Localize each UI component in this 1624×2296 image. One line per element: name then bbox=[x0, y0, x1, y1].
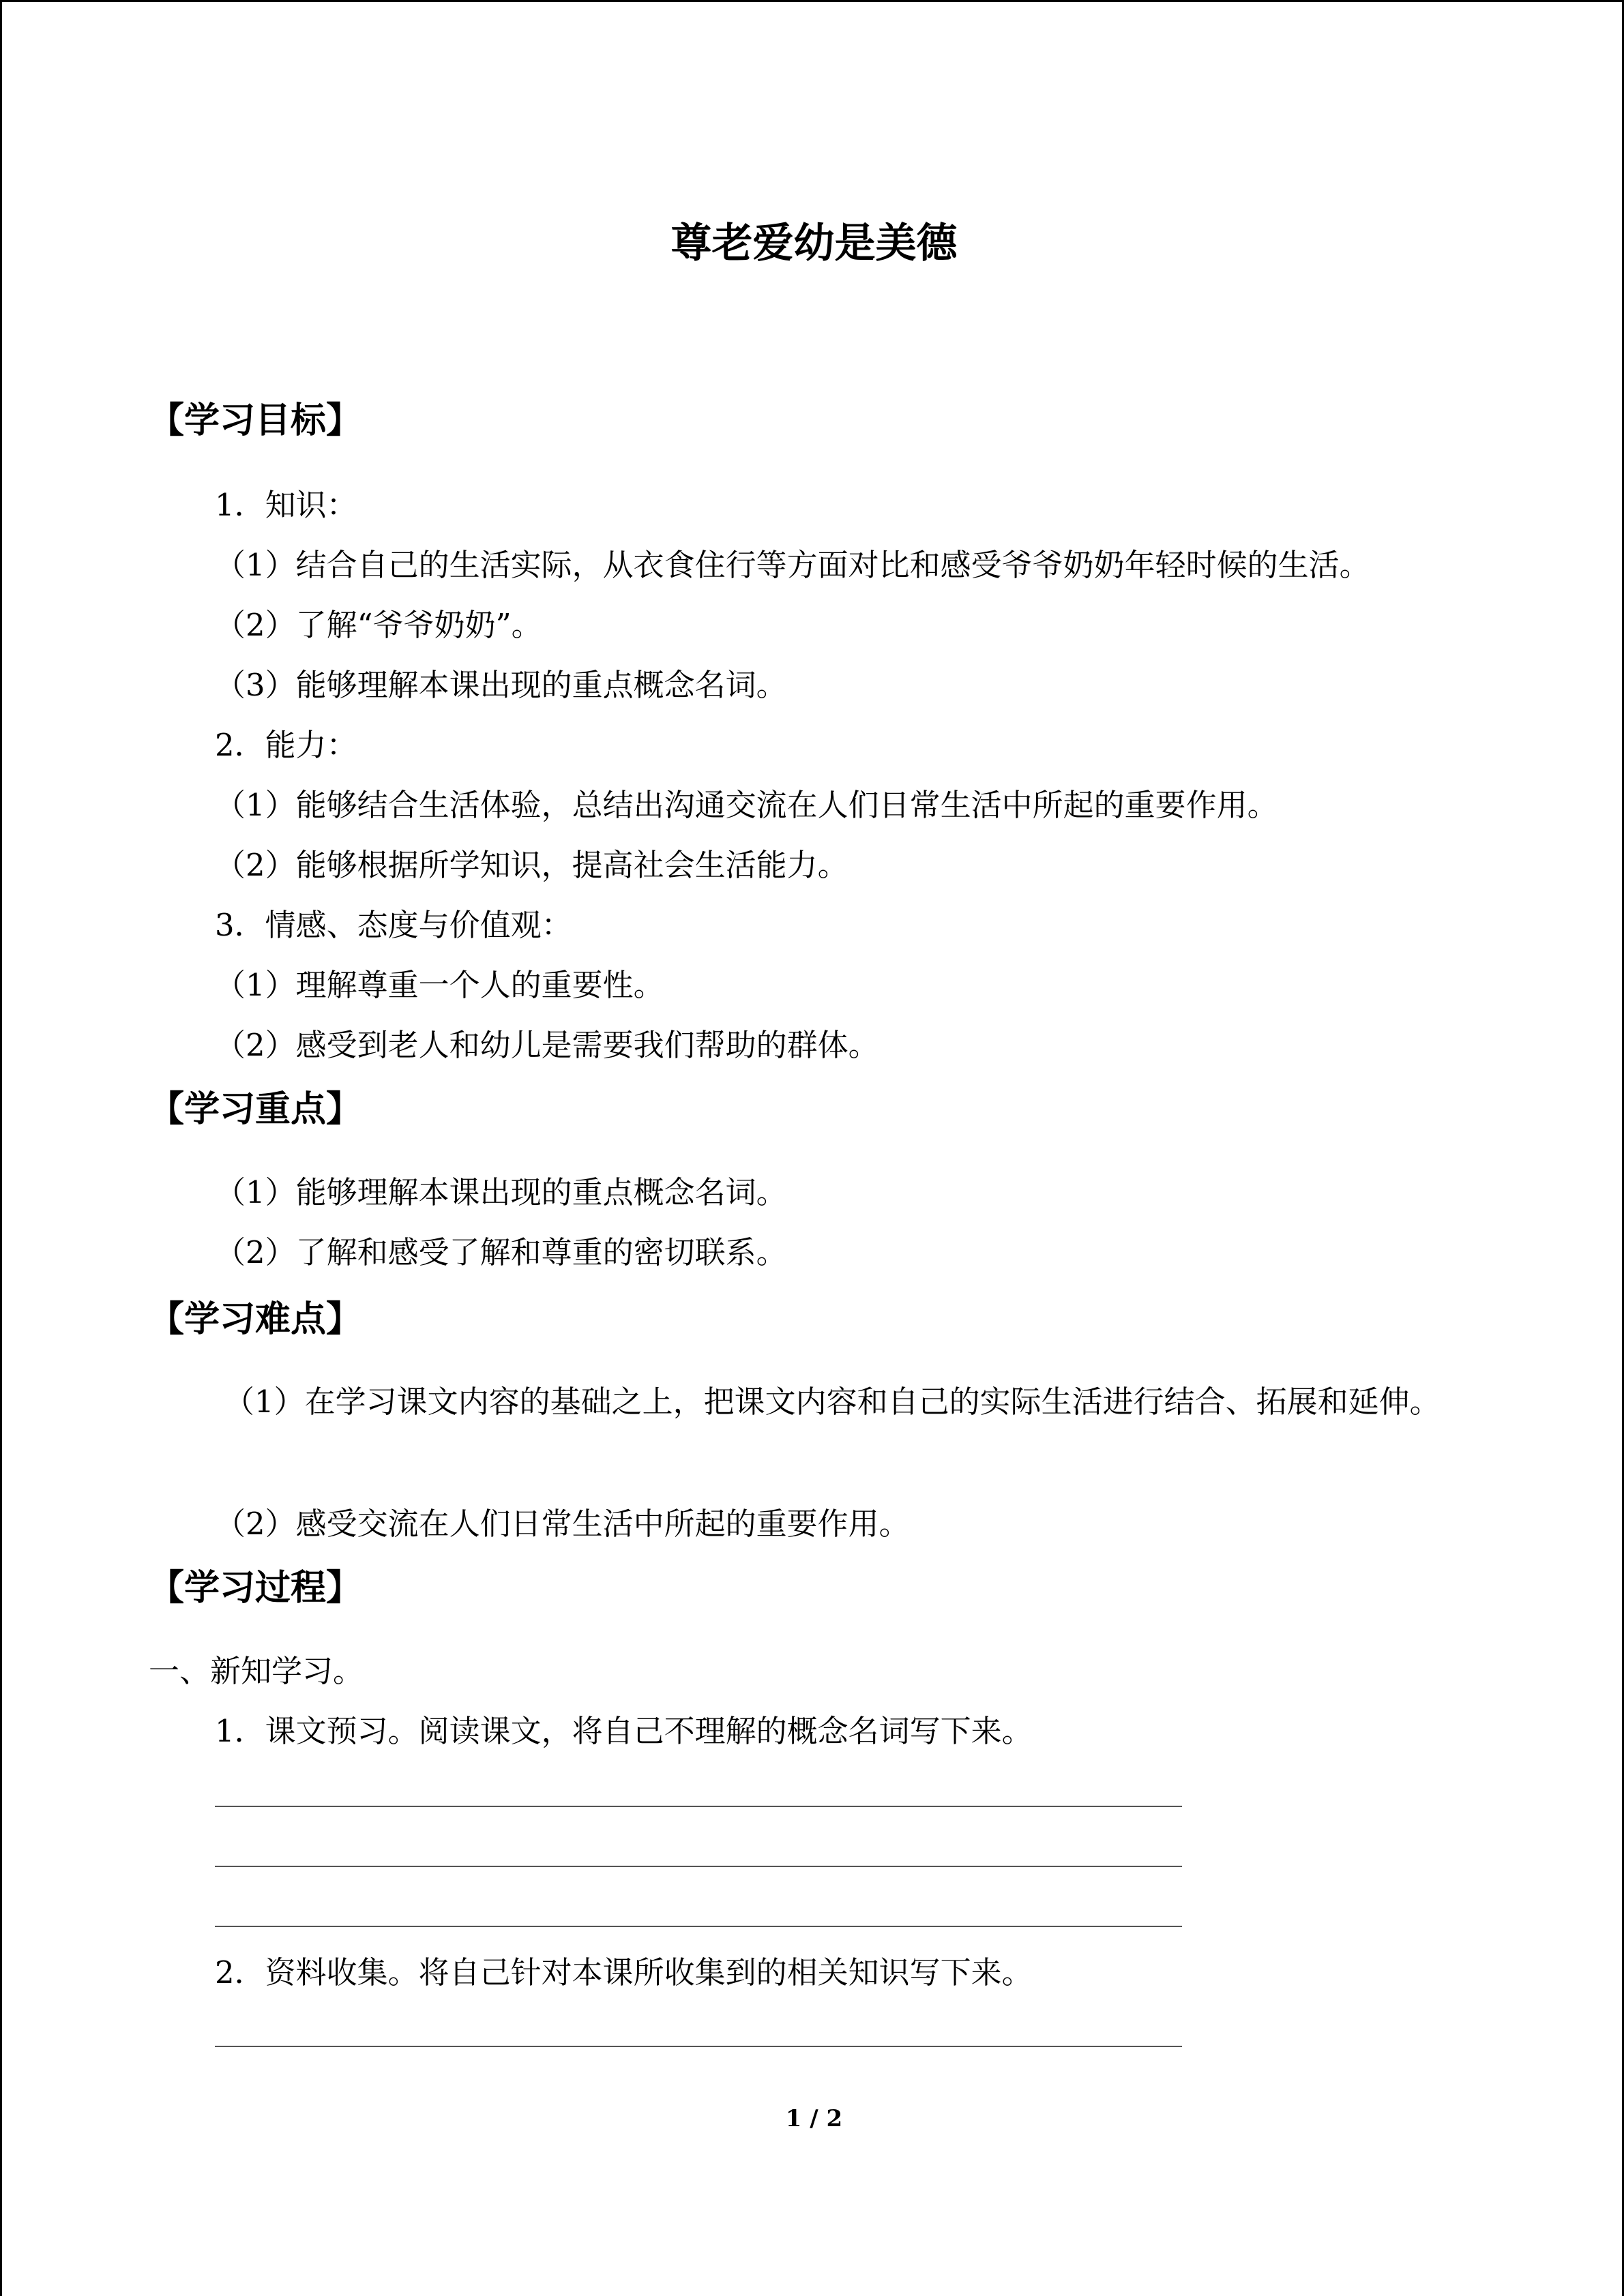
task-prompt: 2．资料收集。将自己针对本课所收集到的相关知识写下来。 bbox=[215, 1954, 1033, 1991]
knowledge-label: 1．知识： bbox=[215, 487, 357, 523]
section-title: 一、新知学习。 bbox=[149, 1653, 364, 1689]
difficulty-item: （1）在学习课文内容的基础之上，把课文内容和自己的实际生活进行结合、拓展和延伸。 bbox=[224, 1384, 1441, 1420]
page-title: 尊老爱幼是美德 bbox=[670, 220, 958, 267]
task-prompt: 1．课文预习。阅读课文，将自己不理解的概念名词写下来。 bbox=[215, 1713, 1033, 1749]
page-number: 1 / 2 bbox=[785, 2105, 843, 2132]
values-item: （1）理解尊重一个人的重要性。 bbox=[215, 967, 664, 1003]
answer-line[interactable] bbox=[215, 1866, 1182, 1867]
knowledge-item: （1）结合自己的生活实际，从衣食住行等方面对比和感受爷爷奶奶年轻时候的生活。 bbox=[215, 547, 1370, 583]
values-label: 3．情感、态度与价值观： bbox=[215, 907, 572, 943]
answer-line[interactable] bbox=[215, 1806, 1182, 1807]
ability-label: 2．能力： bbox=[215, 727, 357, 763]
difficulty-item: （2）感受交流在人们日常生活中所起的重要作用。 bbox=[215, 1506, 910, 1542]
key-point-item: （1）能够理解本课出现的重点概念名词。 bbox=[215, 1174, 787, 1210]
difficulties-heading: 【学习难点】 bbox=[149, 1299, 362, 1340]
ability-item: （2）能够根据所学知识，提高社会生活能力。 bbox=[215, 847, 848, 883]
knowledge-item: （2）了解“爷爷奶奶”。 bbox=[215, 607, 542, 643]
values-item: （2）感受到老人和幼儿是需要我们帮助的群体。 bbox=[215, 1027, 879, 1063]
process-heading: 【学习过程】 bbox=[149, 1568, 362, 1609]
answer-line[interactable] bbox=[215, 2046, 1182, 2047]
answer-line[interactable] bbox=[215, 1926, 1182, 1927]
key-point-item: （2）了解和感受了解和尊重的密切联系。 bbox=[215, 1234, 787, 1270]
ability-item: （1）能够结合生活体验，总结出沟通交流在人们日常生活中所起的重要作用。 bbox=[215, 787, 1278, 823]
knowledge-item: （3）能够理解本课出现的重点概念名词。 bbox=[215, 667, 787, 703]
objectives-heading: 【学习目标】 bbox=[149, 400, 362, 441]
key-points-heading: 【学习重点】 bbox=[149, 1089, 362, 1130]
